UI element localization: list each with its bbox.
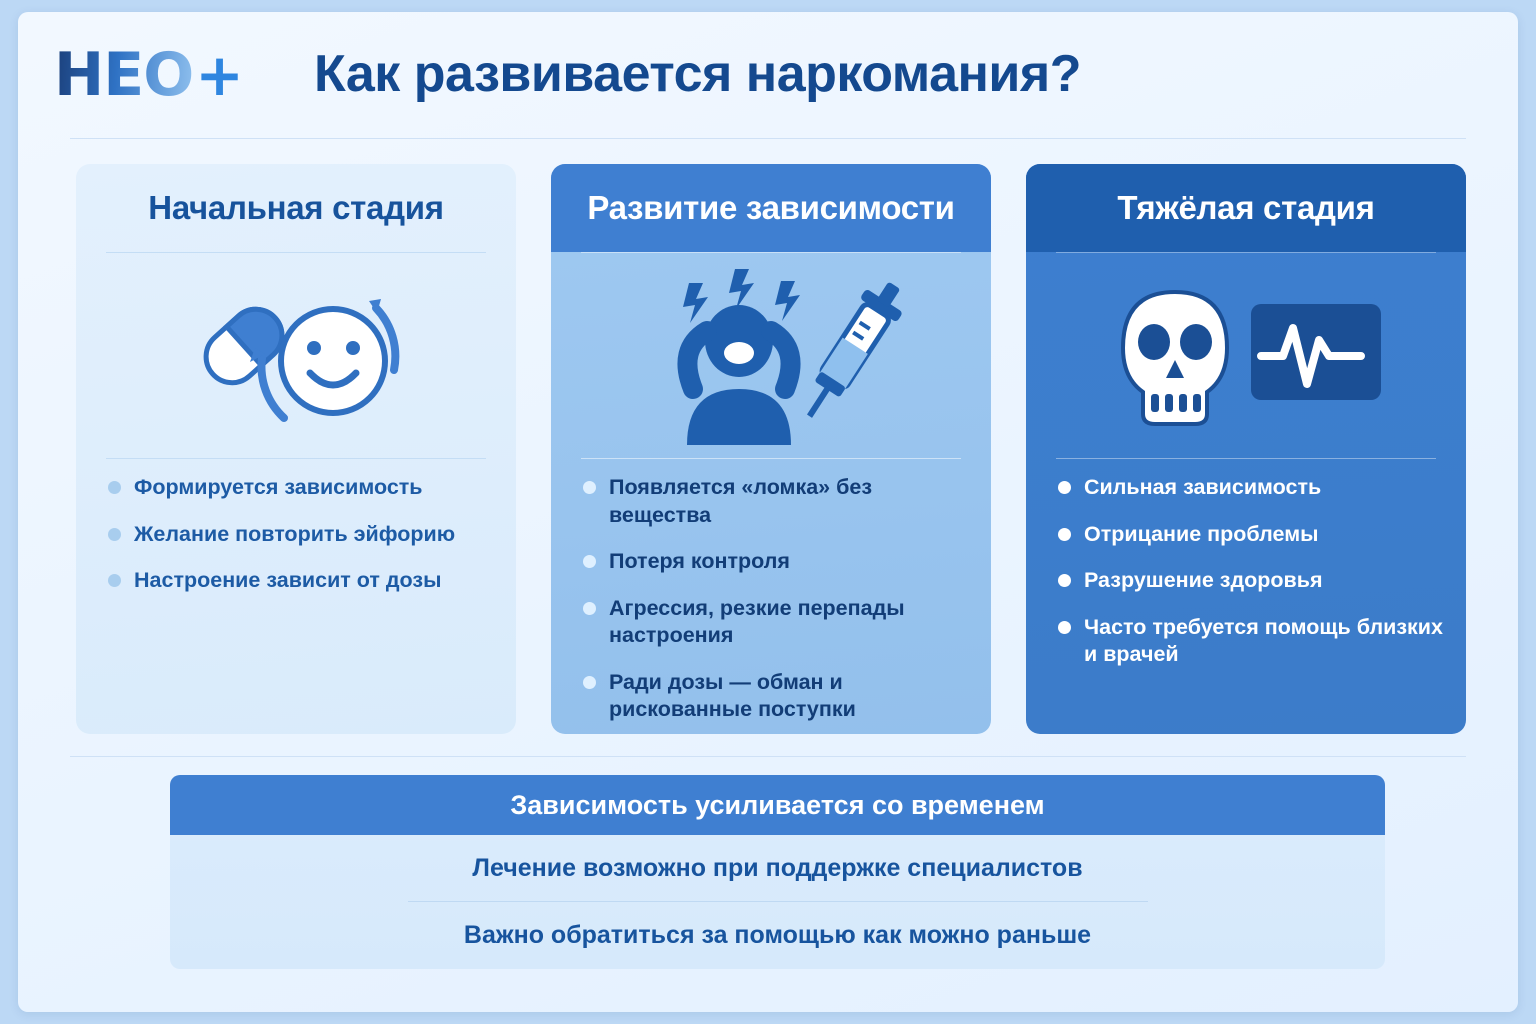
bullet-dot-icon [1058, 528, 1071, 541]
bullet-text: Формируется зависимость [134, 475, 423, 499]
brand-plus-icon: + [195, 41, 244, 109]
stage-card-header [551, 164, 991, 252]
stage-title: Начальная стадия [148, 189, 444, 226]
summary-banner [170, 775, 1385, 835]
bullet-dot-icon [1058, 481, 1071, 494]
stage-card-development [551, 164, 991, 734]
brand-name: HEO [54, 40, 194, 110]
stages-container [76, 164, 1466, 734]
poster [18, 12, 1518, 1012]
summary-line-2: Важно обратиться за помощью как можно раньше [463, 920, 1092, 949]
card-header-divider [106, 252, 486, 253]
summary-panel [170, 775, 1385, 969]
brand-logo [54, 40, 284, 110]
bullet-text: Желание повторить эйфорию [134, 521, 456, 546]
stage-card-initial [76, 164, 516, 734]
bullet-dot-icon [583, 481, 596, 494]
bullet-dot-icon [1058, 574, 1071, 587]
list-item [583, 548, 969, 576]
page-title: Как развивается наркомания? [314, 45, 1081, 103]
stage-bullets [1058, 474, 1444, 688]
bullet-text: Потеря контроля [609, 549, 790, 574]
card-header-divider [581, 252, 961, 253]
card-list-divider [1056, 458, 1436, 459]
list-item [1058, 567, 1444, 595]
header-divider [70, 138, 1466, 139]
skull-and-heartbeat-icon [1026, 260, 1466, 450]
bullet-text: Разрушение здоровья [1084, 568, 1323, 593]
summary-banner-text: Зависимость усиливается со временем [510, 789, 1045, 820]
footer-divider [70, 756, 1466, 757]
stage-card-header [1026, 164, 1466, 252]
bullet-dot-icon [583, 555, 596, 568]
card-header-divider [1056, 252, 1436, 253]
bullet-dot-icon [108, 574, 121, 587]
list-item [583, 669, 969, 724]
bullet-text: Отрицание проблемы [1084, 521, 1319, 546]
bullet-dot-icon [1058, 621, 1071, 634]
stressed-person-and-syringe-icon [551, 260, 991, 450]
stage-bullets [108, 474, 494, 614]
bullet-text: Часто требуется помощь близких и врачей [1084, 614, 1443, 667]
bullet-text: Ради дозы — обман и рискованные поступки [609, 669, 856, 722]
bullet-text: Появляется «ломка» без вещества [609, 475, 873, 527]
bullet-text: Сильная зависимость [1084, 475, 1322, 499]
list-item [1058, 521, 1444, 549]
bullet-dot-icon [583, 602, 596, 615]
list-item [1058, 614, 1444, 669]
list-item [583, 595, 969, 650]
card-list-divider [106, 458, 486, 459]
stage-card-header [76, 164, 516, 252]
bullet-text: Настроение зависит от дозы [134, 568, 442, 593]
list-item [108, 521, 494, 549]
stage-card-severe [1026, 164, 1466, 734]
list-item [108, 474, 494, 502]
bullet-dot-icon [583, 676, 596, 689]
card-list-divider [581, 458, 961, 459]
pill-and-smiley-cycle-icon [76, 260, 516, 450]
bullet-text: Агрессия, резкие перепады настроения [609, 595, 905, 648]
header [18, 12, 1518, 140]
summary-line-1: Лечение возможно при поддержке специалистов [472, 853, 1083, 882]
list-item [108, 567, 494, 595]
stage-title: Тяжёлая стадия [1117, 189, 1375, 226]
list-item [1058, 474, 1444, 502]
list-item [583, 474, 969, 529]
bullet-dot-icon [108, 528, 121, 541]
stage-title: Развитие зависимости [587, 189, 955, 226]
bullet-dot-icon [108, 481, 121, 494]
stage-bullets [583, 474, 969, 734]
